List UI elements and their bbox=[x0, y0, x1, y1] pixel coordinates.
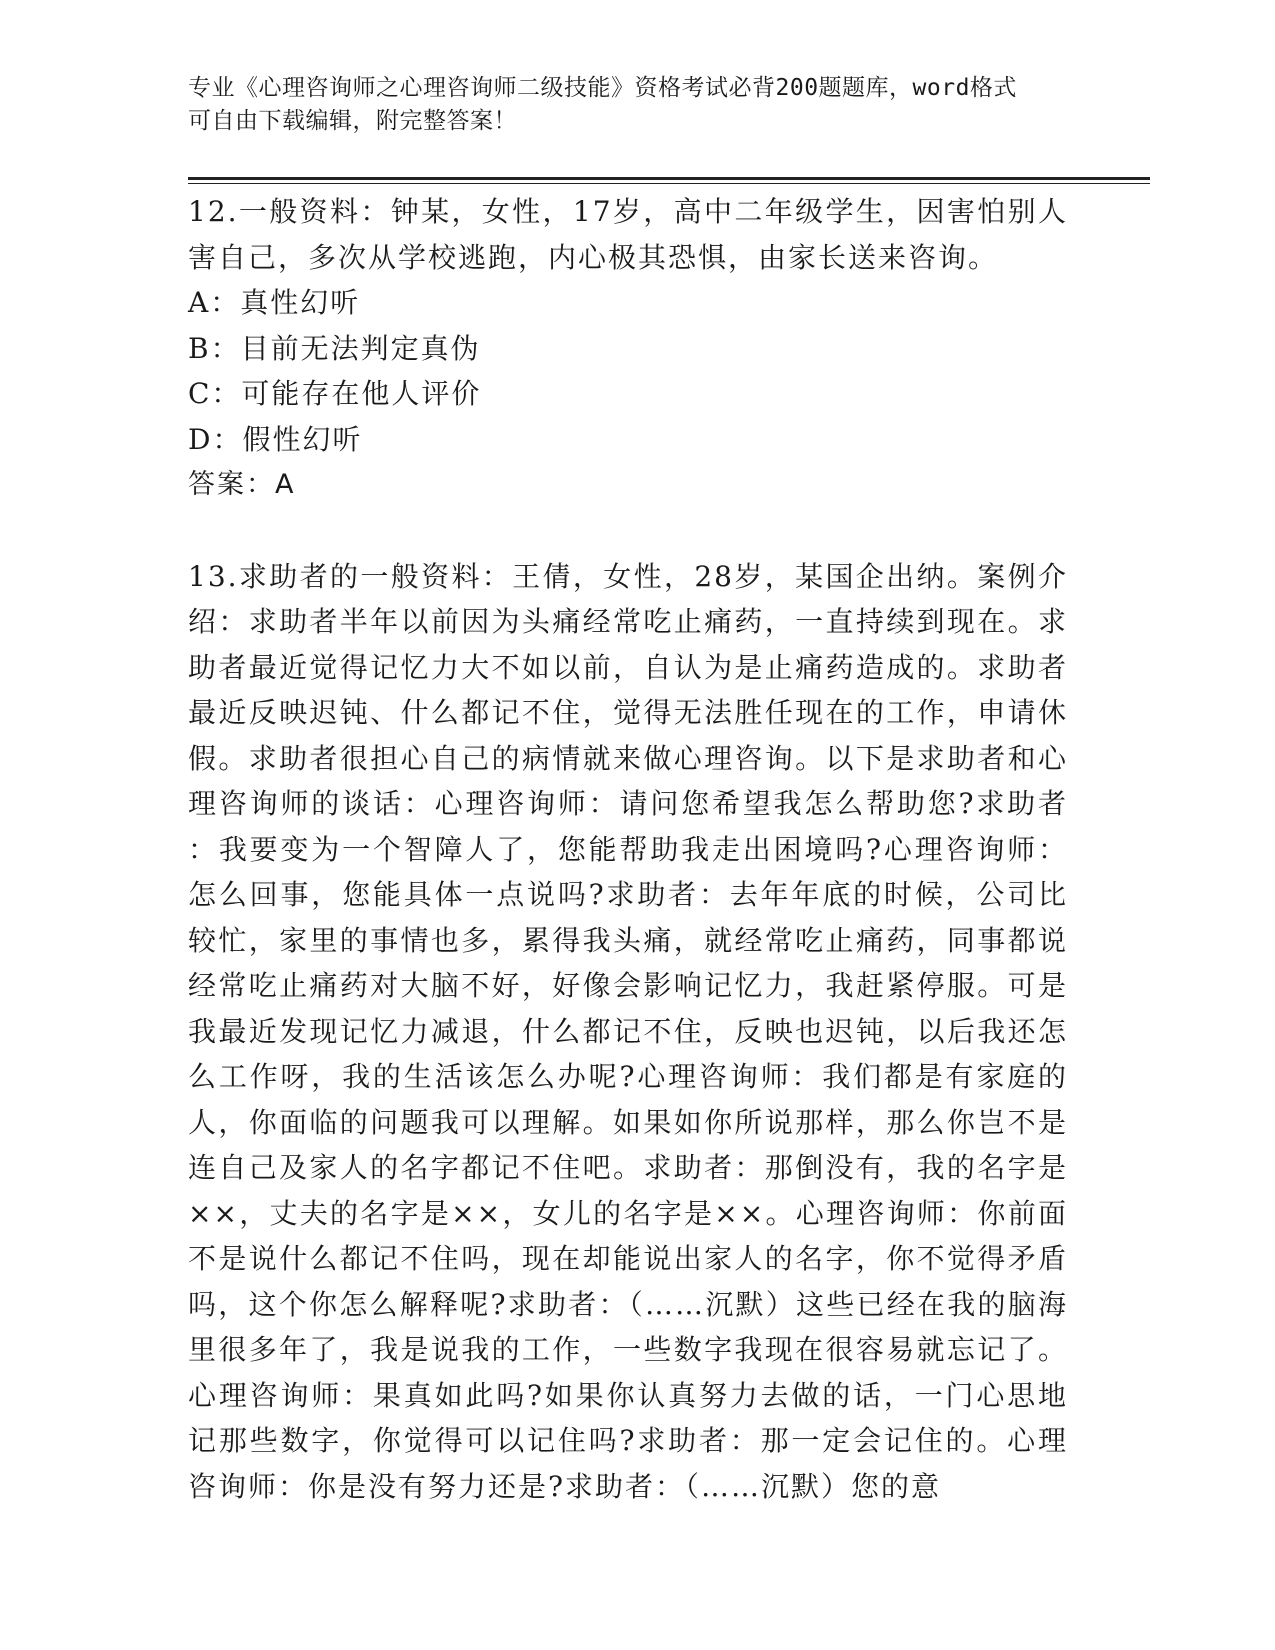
question-stem: 12.一般资料：钟某，女性，17岁，高中二年级学生，因害怕别人害自己，多次从学校逃跑，内心极其恐惧，由家长送来咨询。 bbox=[188, 195, 1068, 274]
option-b: B：目前无法判定真伪 bbox=[188, 331, 481, 365]
question-list bbox=[188, 189, 1068, 1509]
header-divider-thin bbox=[188, 183, 1150, 184]
question-stem: 13.求助者的一般资料：王倩，女性，28岁，某国企出纳。案例介绍：求助者半年以前因为头痛经常吃止痛药，一直持续到现在。求助者最近觉得记忆力大不如以前，自认为是止痛药造成的。求助者最近反映迟钝、什么都记不住，觉得无法胜任现在的工作，申请休假。求助者很担心自己的病情就来做心理咨询。以下是求助者和心理咨询师的谈话：心理咨询师：请问您希望我怎么帮助您?求助者：我要变为一个智障人了，您能帮助我走出困境吗?心理咨询师：怎么回事，您能具体一点说吗?求助者：去年年底的时候，公司比较忙，家里的事情也多，累得我头痛，就经常吃止痛药，同事都说经常吃止痛药对大脑不好，好像会影响记忆力，我赶紧停服。可是我最近发现记忆力减退，什么都记不住，反映也迟钝，以后我还怎么工作呀，我的生活该怎么办呢?心理咨询师：我们都是有家庭的人，你面临的问题我可以理解。如果如你所说那样，那么你岂不是连自己及家人的名字都记不住吧。求助者：那倒没有，我的名字是××，丈夫的名字是××，女儿的名字是××。心理咨询师：你前面不是说什么都记不住吗，现在却能说出家人的名字，你不觉得矛盾吗，这个你怎么解释呢?求助者：（……沉默）这些已经在我的脑海里很多年了，我是说我的工作，一些数字我现在很容易就忘记了。心理咨询师：果真如此吗?如果你认真努力去做的话，一门心思地记那些数字，你觉得可以记住吗?求助者：那一定会记住的。心理咨询师：你是没有努力还是?求助者：（……沉默）您的意 bbox=[188, 559, 1068, 1503]
question-12 bbox=[188, 189, 1068, 508]
question-13 bbox=[188, 554, 1068, 1510]
document-header bbox=[188, 72, 1068, 138]
header-divider-thick bbox=[188, 177, 1150, 180]
option-d: D：假性幻听 bbox=[188, 422, 363, 456]
header-line-1: 专业《心理咨询师之心理咨询师二级技能》资格考试必背200题题库，word格式 bbox=[188, 75, 1017, 101]
option-c: C：可能存在他人评价 bbox=[188, 377, 482, 410]
question-gap bbox=[188, 508, 1068, 554]
answer-line: 答案：A bbox=[188, 469, 296, 500]
header-line-2: 可自由下载编辑，附完整答案！ bbox=[188, 108, 517, 134]
option-a: A：真性幻听 bbox=[188, 286, 361, 319]
